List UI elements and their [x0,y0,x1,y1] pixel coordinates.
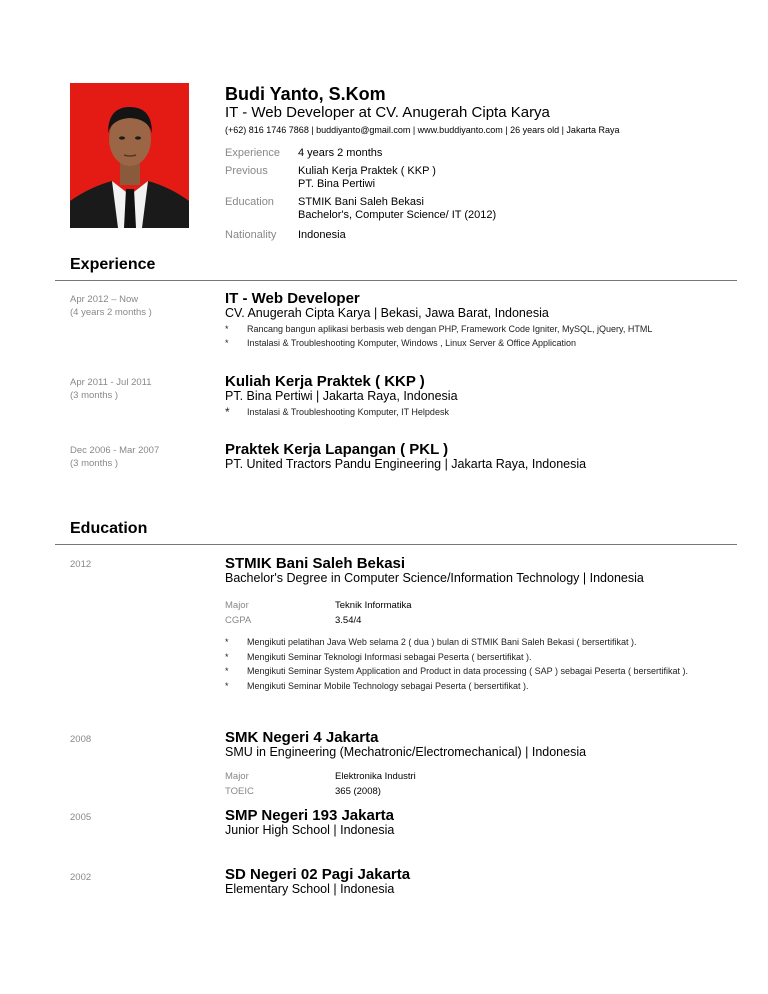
education-1-degree: Bachelor's Degree in Computer Science/Information Technology | Indonesia [225,571,644,585]
education-2-year: 2008 [70,734,92,745]
list-item: * Mengikuti Seminar Teknologi Informasi sebagai Peserta ( bersertifikat ). [225,650,705,665]
experience-3-date-range: Dec 2006 - Mar 2007 [70,445,160,456]
education-2-major-value: Elektronika Industri [335,771,416,782]
education-1-cgpa-label: CGPA [225,615,252,626]
education-1-major-value: Teknik Informatika [335,600,412,611]
profile-photo [70,83,189,228]
education-1-year: 2012 [70,559,92,570]
education-3-year: 2005 [70,812,92,823]
list-item: * Mengikuti Seminar Mobile Technology sebagai Peserta ( bersertifikat ). [225,679,705,694]
experience-divider [55,280,737,281]
education-4-title: SD Negeri 02 Pagi Jakarta [225,866,411,883]
experience-1-date [70,293,152,319]
profile-contact: (+62) 816 1746 7868 | buddiyanto@gmail.com | www.buddiyanto.com | 26 years old | Jakarta Raya [225,125,620,135]
experience-3-date [70,444,159,470]
summary-education-value-1: STMIK Bani Saleh Bekasi [298,196,424,208]
experience-1-bullets [225,322,652,350]
summary-nationality-value: Indonesia [298,229,346,241]
list-item: * Mengikuti pelatihan Java Web selama 2 ( dua ) bulan di STMIK Bani Saleh Bekasi ( bersertifikat ). [225,635,705,650]
education-1-title: STMIK Bani Saleh Bekasi [225,555,406,572]
education-divider [55,544,737,545]
experience-3-duration: (3 months ) [70,458,119,469]
education-3-title: SMP Negeri 193 Jakarta [225,807,394,824]
experience-2-bullets [225,405,449,419]
profile-headline: IT - Web Developer at CV. Anugerah Cipta Karya [225,104,550,121]
education-4-year: 2002 [70,872,92,883]
education-2-degree: SMU in Engineering (Mechatronic/Electromechanical) | Indonesia [225,745,587,759]
list-item: * Instalasi & Troubleshooting Komputer, Windows , Linux Server & Office Application [225,336,652,350]
education-2-toeic-value: 365 (2008) [335,786,381,797]
education-1-major-label: Major [225,600,249,611]
list-item: * Mengikuti Seminar System Application and Product in data processing ( SAP ) sebagai Peserta ( bersertifikat ). [225,664,705,679]
experience-2-date-range: Apr 2011 - Jul 2011 [70,377,152,388]
experience-2-company: PT. Bina Pertiwi | Jakarta Raya, Indonesia [225,389,458,403]
education-4-degree: Elementary School | Indonesia [225,882,395,896]
list-item: * Rancang bangun aplikasi berbasis web dengan PHP, Framework Code Igniter, MySQL, jQuery, HTML [225,322,652,336]
education-2-major-label: Major [225,771,249,782]
experience-3-company: PT. United Tractors Pandu Engineering | Jakarta Raya, Indonesia [225,457,587,471]
summary-experience-value: 4 years 2 months [298,147,383,159]
education-1-cgpa-value: 3.54/4 [335,615,362,626]
summary-experience-label: Experience [225,147,281,159]
education-3-degree: Junior High School | Indonesia [225,823,395,837]
summary-previous-value-1: Kuliah Kerja Praktek ( KKP ) [298,165,436,177]
summary-education-value-2: Bachelor's, Computer Science/ IT (2012) [298,209,497,221]
experience-2-duration: (3 months ) [70,390,119,401]
education-2-title: SMK Negeri 4 Jakarta [225,729,379,746]
experience-2-title: Kuliah Kerja Praktek ( KKP ) [225,373,425,390]
summary-previous-label: Previous [225,165,268,177]
experience-2-date [70,376,152,402]
experience-1-company: CV. Anugerah Cipta Karya | Bekasi, Jawa Barat, Indonesia [225,306,549,320]
education-1-bullets [225,635,705,693]
experience-1-duration: (4 years 2 months ) [70,307,152,318]
profile-name: Budi Yanto, S.Kom [225,84,386,104]
experience-3-title: Praktek Kerja Lapangan ( PKL ) [225,441,449,458]
experience-1-title: IT - Web Developer [225,290,360,307]
summary-previous-value-2: PT. Bina Pertiwi [298,178,376,190]
summary-nationality-label: Nationality [225,229,277,241]
education-section-title: Education [70,520,148,537]
list-item: * Instalasi & Troubleshooting Komputer, IT Helpdesk [225,405,449,419]
education-2-toeic-label: TOEIC [225,786,254,797]
experience-section-title: Experience [70,256,156,273]
summary-education-label: Education [225,196,274,208]
experience-1-date-range: Apr 2012 – Now [70,294,139,305]
